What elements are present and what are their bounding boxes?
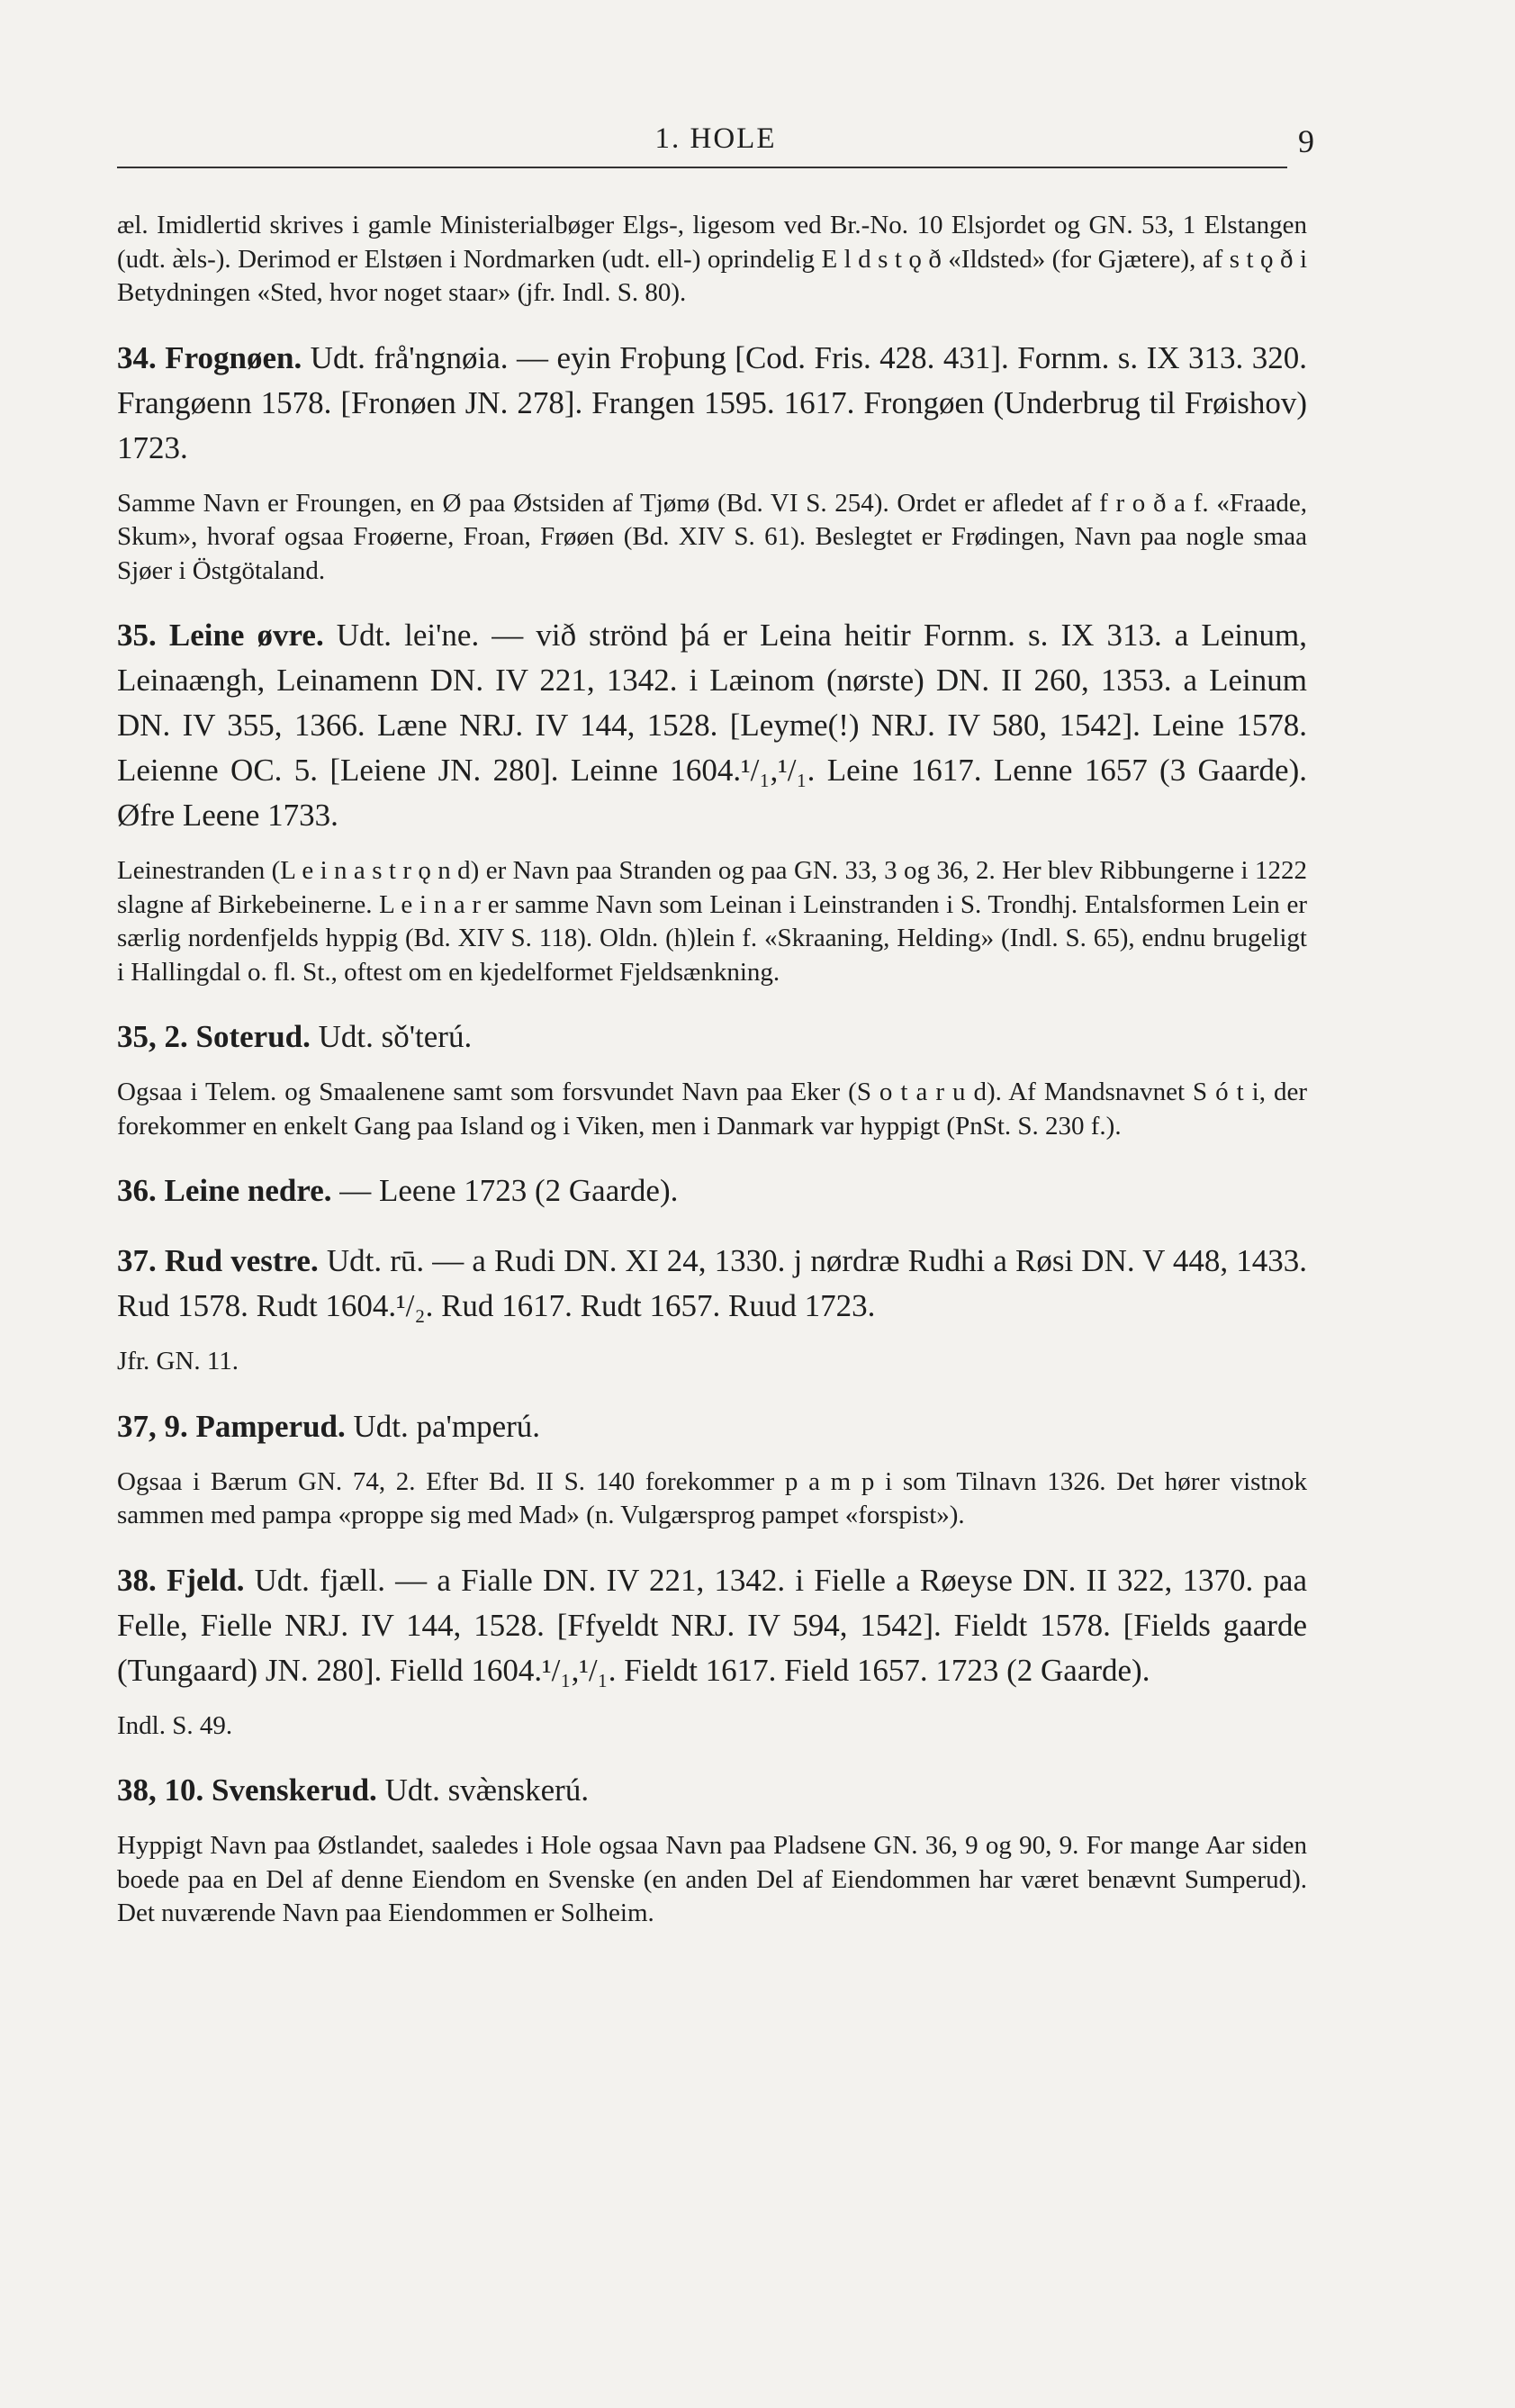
entry-text: — Leene 1723 (2 Gaarde). xyxy=(331,1173,679,1208)
entry-note: Indl. S. 49. xyxy=(117,1710,233,1740)
page-body xyxy=(117,209,1307,1931)
entry-37-9 xyxy=(117,1404,1307,1449)
entry-text: Udt. pa'mperú. xyxy=(345,1408,541,1444)
entry-note: Hyppigt Navn paa Østlandet, saaledes i Hole ogsaa Navn paa Pladsene GN. 36, 9 og 90, 9. For mange Aar siden boede paa en Del af denne Eiendom en Svenske (en anden Del af Eiendommen har været benævnt Sumperud). Det nuværende Navn paa Eiendommen er Solheim. xyxy=(117,1831,1307,1927)
entry-35-2 xyxy=(117,1015,1307,1060)
entry-text: Udt. sǒ'terú. xyxy=(310,1019,473,1054)
entry-name: Pamperud. xyxy=(195,1408,346,1444)
entry-number: 34. xyxy=(117,339,157,375)
entry-34 xyxy=(117,336,1307,471)
entry-number: 37. xyxy=(117,1243,157,1278)
entry-number: 36. xyxy=(117,1173,157,1208)
entry-text: Udt. frå'ngnøia. — eyin Froþung [Cod. Fris. 428. 431]. Fornm. s. IX 313. 320. Frangøenn 1578. [Fronøen JN. 278]. Frangen 1595. 1617. Frongøen (Underbrug til Frøishov) 1723. xyxy=(117,339,1308,465)
entry-name: Leine øvre. xyxy=(168,618,324,653)
entry-text: Udt. svæ̀nskerú. xyxy=(376,1772,590,1808)
entry-38-10 xyxy=(117,1768,1307,1813)
page-header xyxy=(117,117,1314,162)
entry-name: Leine nedre. xyxy=(164,1173,332,1208)
entry-note: Ogsaa i Bærum GN. 74, 2. Efter Bd. II S. 140 forekommer p a m p i som Tilnavn 1326. Det hører vistnok sammen med pampa «proppe sig med Mad» (n. Vulgærsprog pampet «forspist»). xyxy=(117,1466,1307,1529)
entry-note: Samme Navn er Froungen, en Ø paa Østsiden af Tjømø (Bd. VI S. 254). Ordet er afledet af f r o ð a f. «Fraade, Skum», hvoraf ogsaa Froøerne, Froan, Frøøen (Bd. XIV S. 61). Beslegtet er Frødingen, Navn paa nogle smaa Sjøer i Östgötaland. xyxy=(117,488,1307,585)
entry-number: 35. xyxy=(117,618,157,653)
entry-name: Rud vestre. xyxy=(164,1243,319,1278)
text-paragraph: æl. Imidlertid skrives i gamle Ministerialbøger Elgs-, ligesom ved Br.-No. 10 Elsjordet og GN. 53, 1 Elstangen (udt. æ̀ls-). Derimod er Elstøen i Nordmarken (udt. ell-) oprindelig E l d s t ǫ ð «Ildsted» (for Gjætere), af s t ǫ ð i Betydningen «Sted, hvor noget staar» (jfr. Indl. S. 80). xyxy=(117,211,1307,307)
entry-35 xyxy=(117,613,1307,838)
entry-text: Udt. rū. — a Rudi DN. XI 24, 1330. j nørdræ Rudhi a Røsi DN. V 448, 1433. Rud 1578. Rudt 1604.¹/₂. Rud 1617. Rudt 1657. Ruud 1723. xyxy=(117,1243,1308,1323)
entry-name: Fjeld. xyxy=(166,1562,245,1598)
entry-name: Soterud. xyxy=(195,1019,311,1054)
entry-note: Leinestranden (L e i n a s t r ǫ n d) er Navn paa Stranden og paa GN. 33, 3 og 36, 2. Her blev Ribbungerne i 1222 slagne af Birkebeinerne. L e i n a r er samme Navn som Leinan i Leinstranden i S. Trondhj. Entalsformen Lein er særlig nordenfjelds hyppig (Bd. XIV S. 118). Oldn. (h)lein f. «Skraaning, Helding» (Indl. S. 65), endnu brugeligt i Hallingdal o. fl. St., oftest om en kjedelformet Fjeldsænkning. xyxy=(117,856,1307,987)
entry-name: Frognøen. xyxy=(165,339,302,375)
entry-number: 38. xyxy=(117,1562,157,1598)
entry-name: Svenskerud. xyxy=(212,1772,377,1808)
entry-number: 35, 2. xyxy=(117,1019,188,1054)
entry-38 xyxy=(117,1558,1307,1693)
entry-number: 38, 10. xyxy=(117,1772,204,1808)
entry-text: Udt. lei'ne. — við strönd þá er Leina heitir Fornm. s. IX 313. a Leinum, Leinaængh, Leinamenn DN. IV 221, 1342. i Læinom (nørste) DN. II 260, 1353. a Leinum DN. IV 355, 1366. Læne NRJ. IV 144, 1528. [Leyme(!) NRJ. IV 580, 1542]. Leine 1578. Leienne OC. 5. [Leiene JN. 280]. Leinne 1604.¹/₁,¹/₁. Leine 1617. Lenne 1657 (3 Gaarde). Øfre Leene 1733. xyxy=(117,618,1308,833)
entry-number: 37, 9. xyxy=(117,1408,188,1444)
entry-text: Udt. fjæll. — a Fialle DN. IV 221, 1342. i Fielle a Røeyse DN. II 322, 1370. paa Felle, Fielle NRJ. IV 144, 1528. [Ffyeldt NRJ. IV 594, 1542]. Fieldt 1578. [Fields gaarde (Tungaard) JN. 280]. Fielld 1604.¹/₁,¹/₁. Fieldt 1617. Field 1657. 1723 (2 Gaarde). xyxy=(117,1562,1307,1688)
page-number: 9 xyxy=(1298,123,1314,159)
running-title: 1. HOLE xyxy=(654,122,777,155)
entry-36 xyxy=(117,1168,1307,1213)
entry-37 xyxy=(117,1239,1307,1329)
header-rule xyxy=(117,167,1287,168)
entry-note: Jfr. GN. 11. xyxy=(117,1347,239,1375)
entry-note: Ogsaa i Telem. og Smaalenene samt som forsvundet Navn paa Eker (S o t a r u d). Af Mandsnavnet S ó t i, der forekommer en enkelt Gang paa Island og i Viken, men i Danmark var hyppigt (PnSt. S. 230 f.). xyxy=(117,1078,1307,1141)
